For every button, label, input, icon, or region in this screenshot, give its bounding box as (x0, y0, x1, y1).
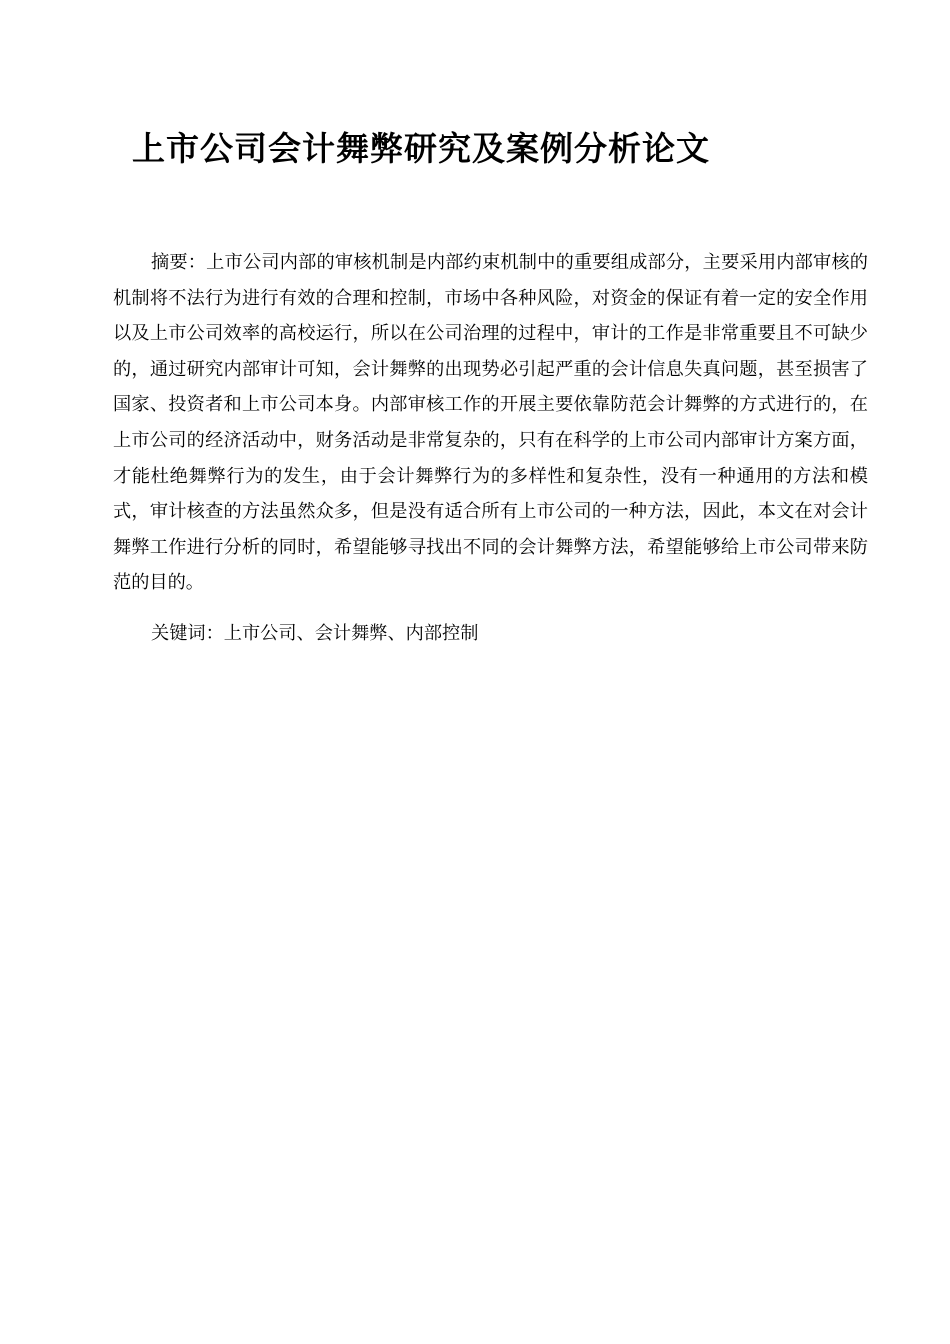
abstract-paragraph: 摘要：上市公司内部的审核机制是内部约束机制中的重要组成部分，主要采用内部审核的机制将不法行为进行有效的合理和控制，市场中各种风险，对资金的保证有着一定的安全作用以及上市公司效率的高校运行，所以在公司治理的过程中，审计的工作是非常重要且不可缺少的，通过研究内部审计可知，会计舞弊的出现势必引起严重的会计信息失真问题，甚至损害了国家、投资者和上市公司本身。内部审核工作的开展主要依靠防范会计舞弊的方式进行的，在上市公司的经济活动中，财务活动是非常复杂的，只有在科学的上市公司内部审计方案方面，才能杜绝舞弊行为的发生，由于会计舞弊行为的多样性和复杂性，没有一种通用的方法和模式，审计核查的方法虽然众多，但是没有适合所有上市公司的一种方法，因此，本文在对会计舞弊工作进行分析的同时，希望能够寻找出不同的会计舞弊方法，希望能够给上市公司带来防范的目的。 (113, 252, 868, 594)
keywords-line: 关键词：上市公司、会计舞弊、内部控制 (151, 623, 479, 644)
document-title: 上市公司会计舞弊研究及案例分析论文 (132, 129, 710, 168)
